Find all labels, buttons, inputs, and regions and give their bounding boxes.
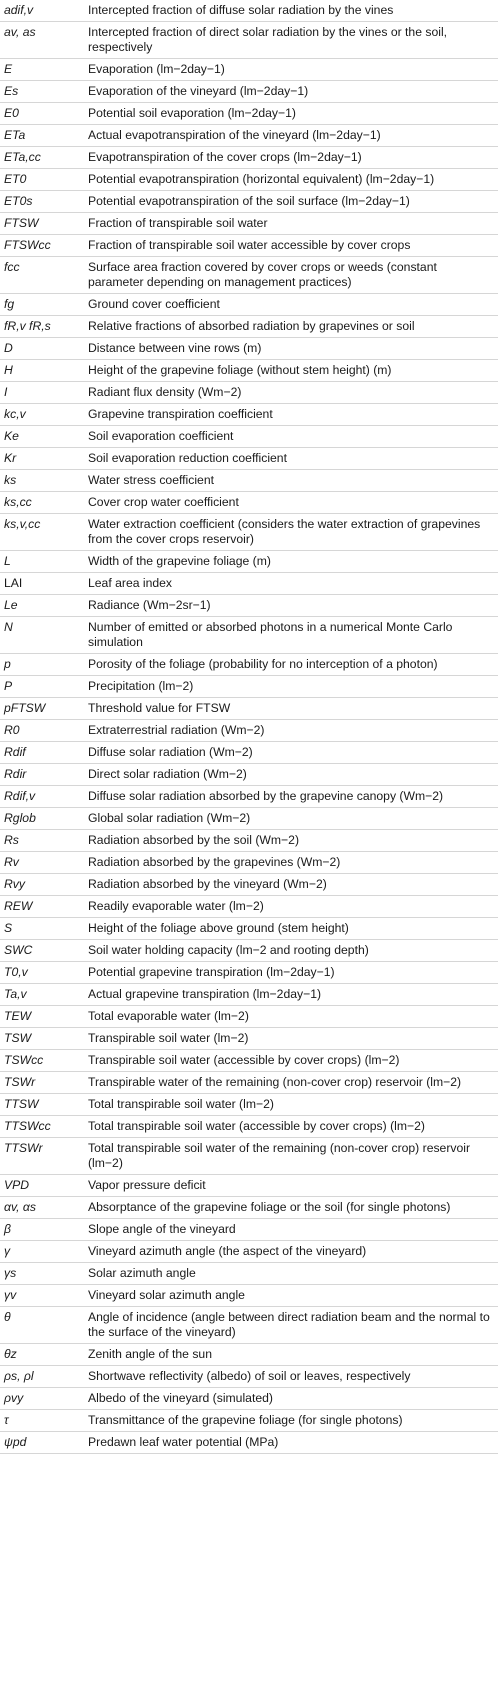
symbol-cell: S	[0, 918, 88, 940]
symbol-cell: E	[0, 59, 88, 81]
definition-cell: Transpirable soil water (accessible by cover crops) (lm−2)	[88, 1050, 498, 1072]
definition-cell: Total transpirable soil water (accessible by cover crops) (lm−2)	[88, 1116, 498, 1138]
table-row	[0, 382, 498, 404]
symbol-cell: Rvy	[0, 874, 88, 896]
table-row	[0, 514, 498, 551]
definition-cell: Transpirable soil water (lm−2)	[88, 1028, 498, 1050]
symbol-cell: fR,v fR,s	[0, 316, 88, 338]
definition-cell: Soil water holding capacity (lm−2 and rooting depth)	[88, 940, 498, 962]
symbol-cell: E0	[0, 103, 88, 125]
symbol-cell: VPD	[0, 1175, 88, 1197]
table-row	[0, 1432, 498, 1454]
definition-cell: Water stress coefficient	[88, 470, 498, 492]
definition-cell: Total transpirable soil water (lm−2)	[88, 1094, 498, 1116]
symbol-cell: Rglob	[0, 808, 88, 830]
table-row	[0, 595, 498, 617]
table-row	[0, 81, 498, 103]
table-row	[0, 294, 498, 316]
definition-cell: Vineyard azimuth angle (the aspect of the vineyard)	[88, 1241, 498, 1263]
table-row	[0, 720, 498, 742]
definition-cell: Evaporation (lm−2day−1)	[88, 59, 498, 81]
symbol-cell: ks,v,cc	[0, 514, 88, 551]
table-row	[0, 1241, 498, 1263]
definition-cell: Water extraction coefficient (considers the water extraction of grapevines from the cover crops reservoir)	[88, 514, 498, 551]
symbol-cell: R0	[0, 720, 88, 742]
table-row	[0, 830, 498, 852]
definition-cell: Fraction of transpirable soil water	[88, 213, 498, 235]
symbol-cell: av, as	[0, 22, 88, 59]
definition-cell: Intercepted fraction of direct solar radiation by the vines or the soil, respectively	[88, 22, 498, 59]
table-row	[0, 1050, 498, 1072]
symbol-cell: αv, αs	[0, 1197, 88, 1219]
symbol-cell: θz	[0, 1344, 88, 1366]
definition-cell: Radiance (Wm−2sr−1)	[88, 595, 498, 617]
table-row	[0, 786, 498, 808]
table-row	[0, 617, 498, 654]
definition-cell: Vapor pressure deficit	[88, 1175, 498, 1197]
table-row	[0, 1006, 498, 1028]
table-row	[0, 1344, 498, 1366]
table-row	[0, 1307, 498, 1344]
table-row	[0, 125, 498, 147]
table-row	[0, 1175, 498, 1197]
symbol-cell: Es	[0, 81, 88, 103]
table-row	[0, 426, 498, 448]
definition-cell: Radiation absorbed by the soil (Wm−2)	[88, 830, 498, 852]
table-row	[0, 1410, 498, 1432]
table-row	[0, 551, 498, 573]
definition-cell: Radiation absorbed by the grapevines (Wm−2)	[88, 852, 498, 874]
table-row	[0, 169, 498, 191]
table-row	[0, 0, 498, 22]
symbol-cell: P	[0, 676, 88, 698]
symbol-cell: T0,v	[0, 962, 88, 984]
symbol-cell: ET0s	[0, 191, 88, 213]
table-row	[0, 316, 498, 338]
table-row	[0, 59, 498, 81]
definition-cell: Soil evaporation coefficient	[88, 426, 498, 448]
definition-cell: Vineyard solar azimuth angle	[88, 1285, 498, 1307]
definition-cell: Extraterrestrial radiation (Wm−2)	[88, 720, 498, 742]
definition-cell: Number of emitted or absorbed photons in a numerical Monte Carlo simulation	[88, 617, 498, 654]
symbol-cell: ρvy	[0, 1388, 88, 1410]
table-row	[0, 764, 498, 786]
symbol-cell: Le	[0, 595, 88, 617]
table-row	[0, 1138, 498, 1175]
definition-cell: Actual grapevine transpiration (lm−2day−1)	[88, 984, 498, 1006]
symbol-cell: Rdif,v	[0, 786, 88, 808]
table-row	[0, 573, 498, 595]
symbol-cell: TSW	[0, 1028, 88, 1050]
definition-cell: Height of the grapevine foliage (without stem height) (m)	[88, 360, 498, 382]
table-row	[0, 1219, 498, 1241]
definition-cell: Absorptance of the grapevine foliage or the soil (for single photons)	[88, 1197, 498, 1219]
table-row	[0, 742, 498, 764]
definition-cell: Diffuse solar radiation absorbed by the grapevine canopy (Wm−2)	[88, 786, 498, 808]
table-row	[0, 808, 498, 830]
table-row	[0, 984, 498, 1006]
table-row	[0, 448, 498, 470]
definition-cell: Albedo of the vineyard (simulated)	[88, 1388, 498, 1410]
table-row	[0, 22, 498, 59]
table-row	[0, 1094, 498, 1116]
definition-cell: Actual evapotranspiration of the vineyard (lm−2day−1)	[88, 125, 498, 147]
table-row	[0, 676, 498, 698]
symbol-cell: Ta,v	[0, 984, 88, 1006]
definition-cell: Solar azimuth angle	[88, 1263, 498, 1285]
symbol-cell: β	[0, 1219, 88, 1241]
symbol-cell: TTSW	[0, 1094, 88, 1116]
symbol-cell: Ke	[0, 426, 88, 448]
symbol-cell: Rdif	[0, 742, 88, 764]
symbol-cell: N	[0, 617, 88, 654]
definition-cell: Total transpirable soil water of the remaining (non-cover crop) reservoir (lm−2)	[88, 1138, 498, 1175]
table-row	[0, 654, 498, 676]
table-row	[0, 213, 498, 235]
symbol-cell: Rdir	[0, 764, 88, 786]
symbol-cell: fcc	[0, 257, 88, 294]
symbol-cell: D	[0, 338, 88, 360]
symbol-cell: FTSW	[0, 213, 88, 235]
symbol-cell: ks	[0, 470, 88, 492]
symbol-cell: Kr	[0, 448, 88, 470]
definition-cell: Porosity of the foliage (probability for no interception of a photon)	[88, 654, 498, 676]
table-row	[0, 1285, 498, 1307]
symbol-cell: kc,v	[0, 404, 88, 426]
symbol-cell: LAI	[0, 573, 88, 595]
definition-cell: Distance between vine rows (m)	[88, 338, 498, 360]
table-row	[0, 1197, 498, 1219]
symbol-cell: adif,v	[0, 0, 88, 22]
symbol-cell: FTSWcc	[0, 235, 88, 257]
symbol-cell: Rs	[0, 830, 88, 852]
definition-cell: Leaf area index	[88, 573, 498, 595]
table-row	[0, 940, 498, 962]
symbol-cell: pFTSW	[0, 698, 88, 720]
symbol-cell: γv	[0, 1285, 88, 1307]
symbol-cell: Rv	[0, 852, 88, 874]
definition-cell: Intercepted fraction of diffuse solar radiation by the vines	[88, 0, 498, 22]
table-row	[0, 1072, 498, 1094]
symbol-cell: fg	[0, 294, 88, 316]
table-row	[0, 1116, 498, 1138]
definition-cell: Diffuse solar radiation (Wm−2)	[88, 742, 498, 764]
table-row	[0, 147, 498, 169]
definition-cell: Ground cover coefficient	[88, 294, 498, 316]
definition-cell: Width of the grapevine foliage (m)	[88, 551, 498, 573]
definition-cell: Relative fractions of absorbed radiation by grapevines or soil	[88, 316, 498, 338]
symbol-cell: γ	[0, 1241, 88, 1263]
definition-cell: Readily evaporable water (lm−2)	[88, 896, 498, 918]
definition-cell: Potential soil evaporation (lm−2day−1)	[88, 103, 498, 125]
definition-cell: Potential grapevine transpiration (lm−2day−1)	[88, 962, 498, 984]
definition-cell: Grapevine transpiration coefficient	[88, 404, 498, 426]
table-row	[0, 852, 498, 874]
table-row	[0, 191, 498, 213]
table-row	[0, 492, 498, 514]
definition-cell: Threshold value for FTSW	[88, 698, 498, 720]
table-row	[0, 360, 498, 382]
symbol-cell: p	[0, 654, 88, 676]
definition-cell: Radiation absorbed by the vineyard (Wm−2)	[88, 874, 498, 896]
symbol-cell: TEW	[0, 1006, 88, 1028]
definition-cell: Predawn leaf water potential (MPa)	[88, 1432, 498, 1454]
definition-cell: Transmittance of the grapevine foliage (for single photons)	[88, 1410, 498, 1432]
symbol-cell: TSWcc	[0, 1050, 88, 1072]
definition-cell: Precipitation (lm−2)	[88, 676, 498, 698]
definition-cell: Shortwave reflectivity (albedo) of soil or leaves, respectively	[88, 1366, 498, 1388]
symbol-cell: SWC	[0, 940, 88, 962]
table-row	[0, 1263, 498, 1285]
table-row	[0, 1028, 498, 1050]
symbol-cell: H	[0, 360, 88, 382]
definition-cell: Height of the foliage above ground (stem height)	[88, 918, 498, 940]
definition-cell: Potential evapotranspiration (horizontal equivalent) (lm−2day−1)	[88, 169, 498, 191]
table-row	[0, 962, 498, 984]
table-row	[0, 404, 498, 426]
definition-cell: Radiant flux density (Wm−2)	[88, 382, 498, 404]
symbol-cell: ψpd	[0, 1432, 88, 1454]
definition-cell: Evaporation of the vineyard (lm−2day−1)	[88, 81, 498, 103]
definition-cell: Potential evapotranspiration of the soil surface (lm−2day−1)	[88, 191, 498, 213]
definition-cell: Zenith angle of the sun	[88, 1344, 498, 1366]
table-row	[0, 103, 498, 125]
table-row	[0, 1388, 498, 1410]
symbol-cell: TTSWr	[0, 1138, 88, 1175]
table-row	[0, 470, 498, 492]
definition-cell: Soil evaporation reduction coefficient	[88, 448, 498, 470]
definition-cell: Fraction of transpirable soil water accessible by cover crops	[88, 235, 498, 257]
symbol-cell: τ	[0, 1410, 88, 1432]
definition-cell: Evapotranspiration of the cover crops (lm−2day−1)	[88, 147, 498, 169]
symbol-cell: TSWr	[0, 1072, 88, 1094]
definition-cell: Transpirable water of the remaining (non-cover crop) reservoir (lm−2)	[88, 1072, 498, 1094]
symbol-cell: L	[0, 551, 88, 573]
symbol-cell: ET0	[0, 169, 88, 191]
table-row	[0, 257, 498, 294]
symbol-cell: θ	[0, 1307, 88, 1344]
definition-cell: Direct solar radiation (Wm−2)	[88, 764, 498, 786]
definition-cell: Cover crop water coefficient	[88, 492, 498, 514]
symbol-cell: TTSWcc	[0, 1116, 88, 1138]
definition-cell: Total evaporable water (lm−2)	[88, 1006, 498, 1028]
symbol-cell: ρs, ρl	[0, 1366, 88, 1388]
table-row	[0, 698, 498, 720]
symbol-cell: ETa	[0, 125, 88, 147]
table-row	[0, 235, 498, 257]
table-row	[0, 896, 498, 918]
symbol-cell: ks,cc	[0, 492, 88, 514]
symbol-cell: I	[0, 382, 88, 404]
table-row	[0, 918, 498, 940]
definition-cell: Global solar radiation (Wm−2)	[88, 808, 498, 830]
table-row	[0, 1366, 498, 1388]
symbol-cell: REW	[0, 896, 88, 918]
definition-cell: Slope angle of the vineyard	[88, 1219, 498, 1241]
symbol-cell: γs	[0, 1263, 88, 1285]
definition-cell: Surface area fraction covered by cover crops or weeds (constant parameter depending on management practices)	[88, 257, 498, 294]
symbol-cell: ETa,cc	[0, 147, 88, 169]
table-row	[0, 874, 498, 896]
definition-cell: Angle of incidence (angle between direct radiation beam and the normal to the surface of the vineyard)	[88, 1307, 498, 1344]
table-row	[0, 338, 498, 360]
